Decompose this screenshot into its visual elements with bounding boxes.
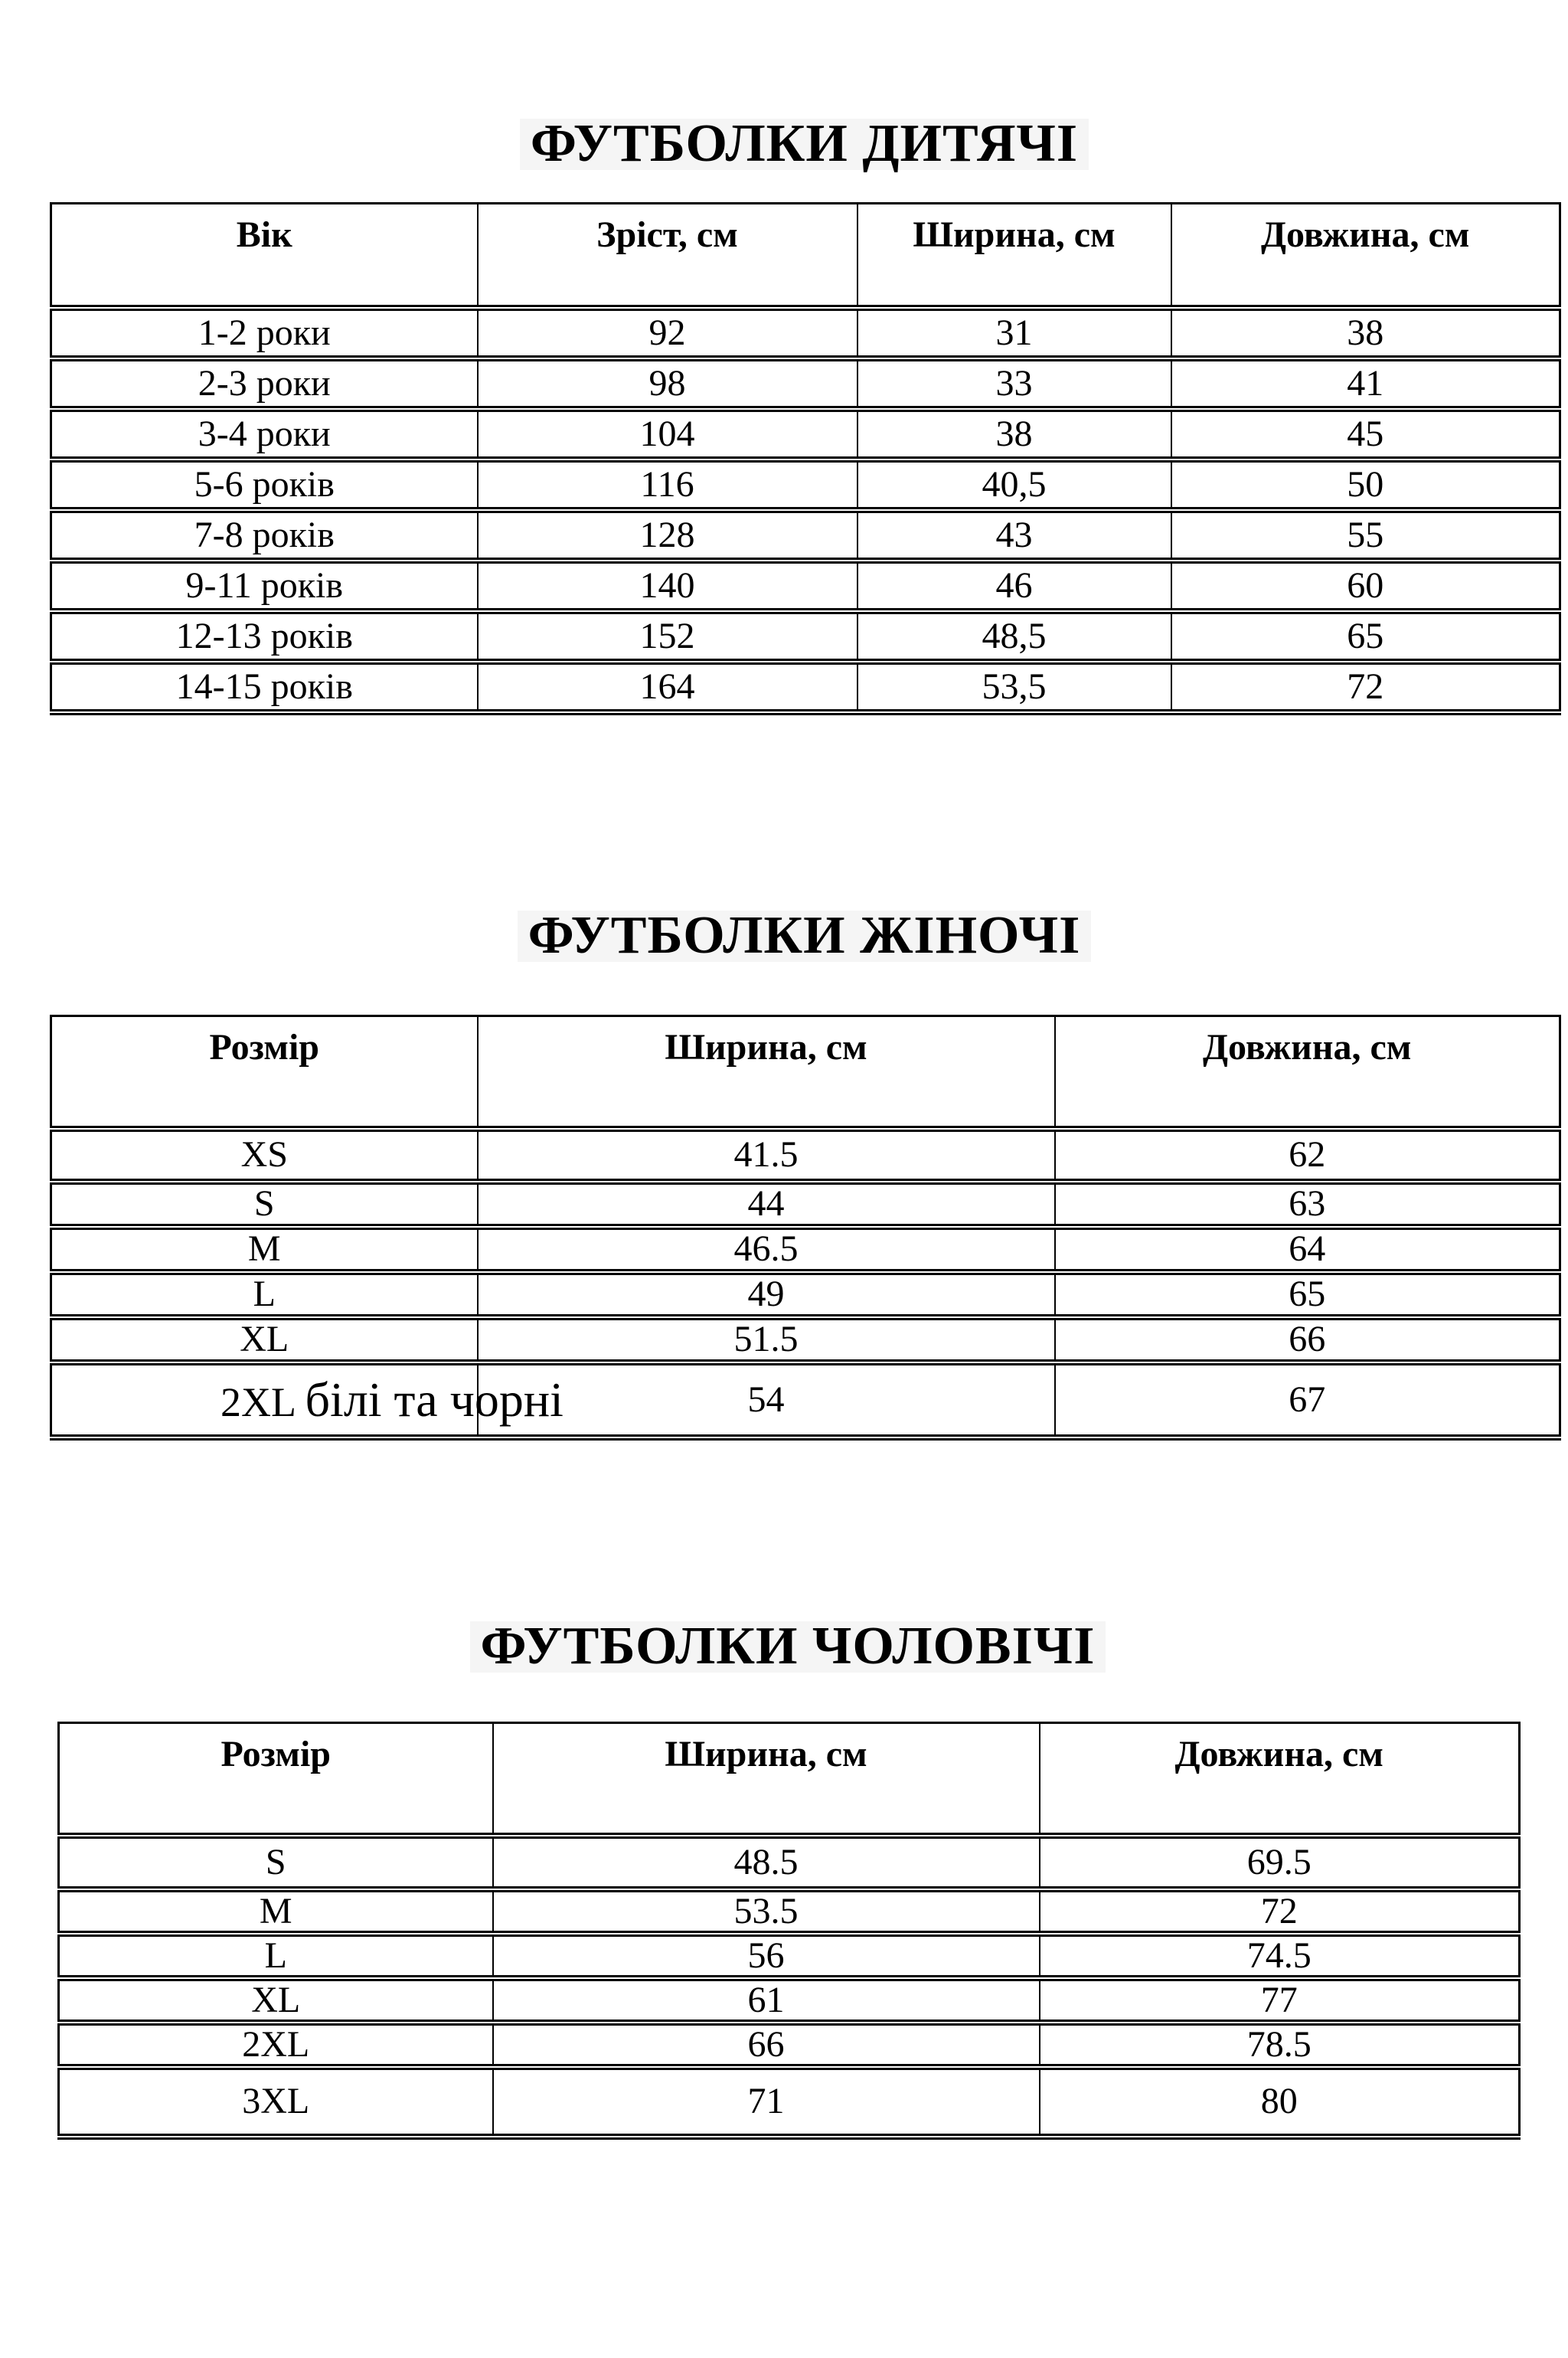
cell: 104 [478,409,858,459]
cell: 67 [1055,1362,1560,1437]
cell: 80 [1040,2067,1520,2137]
cell: L [59,1934,493,1978]
women-table-title [50,905,1559,966]
header-cell-height: Зріст, см [478,204,858,308]
table-row [51,1129,1560,1182]
header-cell-size: Розмір [220,1734,331,1774]
header-cell-length: Довжина, см [1171,204,1560,308]
header-row [59,1723,1520,1836]
men-title-highlight: ФУТБОЛКИ ЧОЛОВІЧІ [470,1621,1106,1673]
size-with-note [220,1372,564,1427]
cell: 71 [493,2067,1040,2137]
table-row [51,1182,1560,1227]
cell: 45 [1171,409,1560,459]
cell: 98 [478,358,858,409]
cell: 14-15 років [51,662,478,712]
kids-title-highlight: ФУТБОЛКИ ДИТЯЧІ [520,119,1089,170]
cell: 53,5 [858,662,1171,712]
table-row [59,1836,1520,1889]
cell: 61 [493,1978,1040,2023]
table-row [51,1272,1560,1317]
table-row [51,459,1560,510]
cell: 56 [493,1934,1040,1978]
kids-table-title [50,113,1559,175]
cell: 72 [1040,1889,1520,1934]
cell: 77 [1040,1978,1520,2023]
cell: 33 [858,358,1171,409]
table-row [59,1889,1520,1934]
cell: 51.5 [478,1317,1055,1362]
cell: 41 [1171,358,1560,409]
cell: L [51,1272,478,1317]
cell: 152 [478,611,858,662]
cell: 7-8 років [51,510,478,561]
cell: 43 [858,510,1171,561]
men-size-table [57,1722,1521,2140]
men-table-title [57,1616,1518,1677]
cell: 1-2 роки [51,308,478,358]
table-row [59,1934,1520,1978]
cell: XS [51,1129,478,1182]
table-row [51,510,1560,561]
table-row [51,561,1560,611]
cell: 62 [1055,1129,1560,1182]
cell: 46 [858,561,1171,611]
header-row [51,204,1560,308]
cell: 48.5 [493,1836,1040,1889]
cell: 48,5 [858,611,1171,662]
size-label: 2XL [220,1378,295,1425]
cell: S [59,1836,493,1889]
cell: 2XL [59,2023,493,2067]
cell: 64 [1055,1227,1560,1272]
cell: 3-4 роки [51,409,478,459]
cell: 44 [478,1182,1055,1227]
cell: 63 [1055,1182,1560,1227]
cell: 38 [1171,308,1560,358]
cell: 54 [478,1362,1055,1437]
cell: 12-13 років [51,611,478,662]
cell: 116 [478,459,858,510]
kids-size-table [50,202,1561,715]
table-row [51,308,1560,358]
color-note: білі та чорні [305,1372,564,1427]
table-row [59,2023,1520,2067]
women-title-highlight: ФУТБОЛКИ ЖІНОЧІ [518,911,1092,962]
women-size-table [50,1015,1561,1441]
cell: 40,5 [858,459,1171,510]
cell [51,1362,564,1437]
cell: 60 [1171,561,1560,611]
table-row [59,2067,1520,2137]
cell: 92 [478,308,858,358]
cell: S [51,1182,478,1227]
cell: 72 [1171,662,1560,712]
cell: 78.5 [1040,2023,1520,2067]
header-cell-width: Ширина, см [478,1016,1055,1129]
cell: 164 [478,662,858,712]
cell: 31 [858,308,1171,358]
cell: 41.5 [478,1129,1055,1182]
cell: 5-6 років [51,459,478,510]
cell: M [51,1227,478,1272]
cell: 65 [1055,1272,1560,1317]
cell: M [59,1889,493,1934]
table-row [51,1317,1560,1362]
cell: 66 [1055,1317,1560,1362]
cell: 38 [858,409,1171,459]
table-row [59,1978,1520,2023]
table-row [51,611,1560,662]
table-row [51,1227,1560,1272]
cell: 49 [478,1272,1055,1317]
header-cell-size: Розмір [209,1027,319,1068]
table-row [51,409,1560,459]
cell: 9-11 років [51,561,478,611]
table-row [51,1362,1560,1437]
cell: 74.5 [1040,1934,1520,1978]
header-cell-width: Ширина, см [493,1723,1040,1836]
cell: 69.5 [1040,1836,1520,1889]
cell: XL [59,1978,493,2023]
cell: 66 [493,2023,1040,2067]
cell: 55 [1171,510,1560,561]
cell: 65 [1171,611,1560,662]
cell: 50 [1171,459,1560,510]
header-row [51,1016,1560,1129]
header-cell-width: Ширина, см [858,204,1171,308]
header-cell-length: Довжина, см [1040,1723,1520,1836]
header-cell-age: Вік [236,214,292,255]
cell: XL [51,1317,478,1362]
cell: 3XL [59,2067,493,2137]
cell: 140 [478,561,858,611]
cell: 2-3 роки [51,358,478,409]
table-row [51,358,1560,409]
cell: 53.5 [493,1889,1040,1934]
cell: 46.5 [478,1227,1055,1272]
header-cell-length: Довжина, см [1055,1016,1560,1129]
cell: 128 [478,510,858,561]
table-row [51,662,1560,712]
